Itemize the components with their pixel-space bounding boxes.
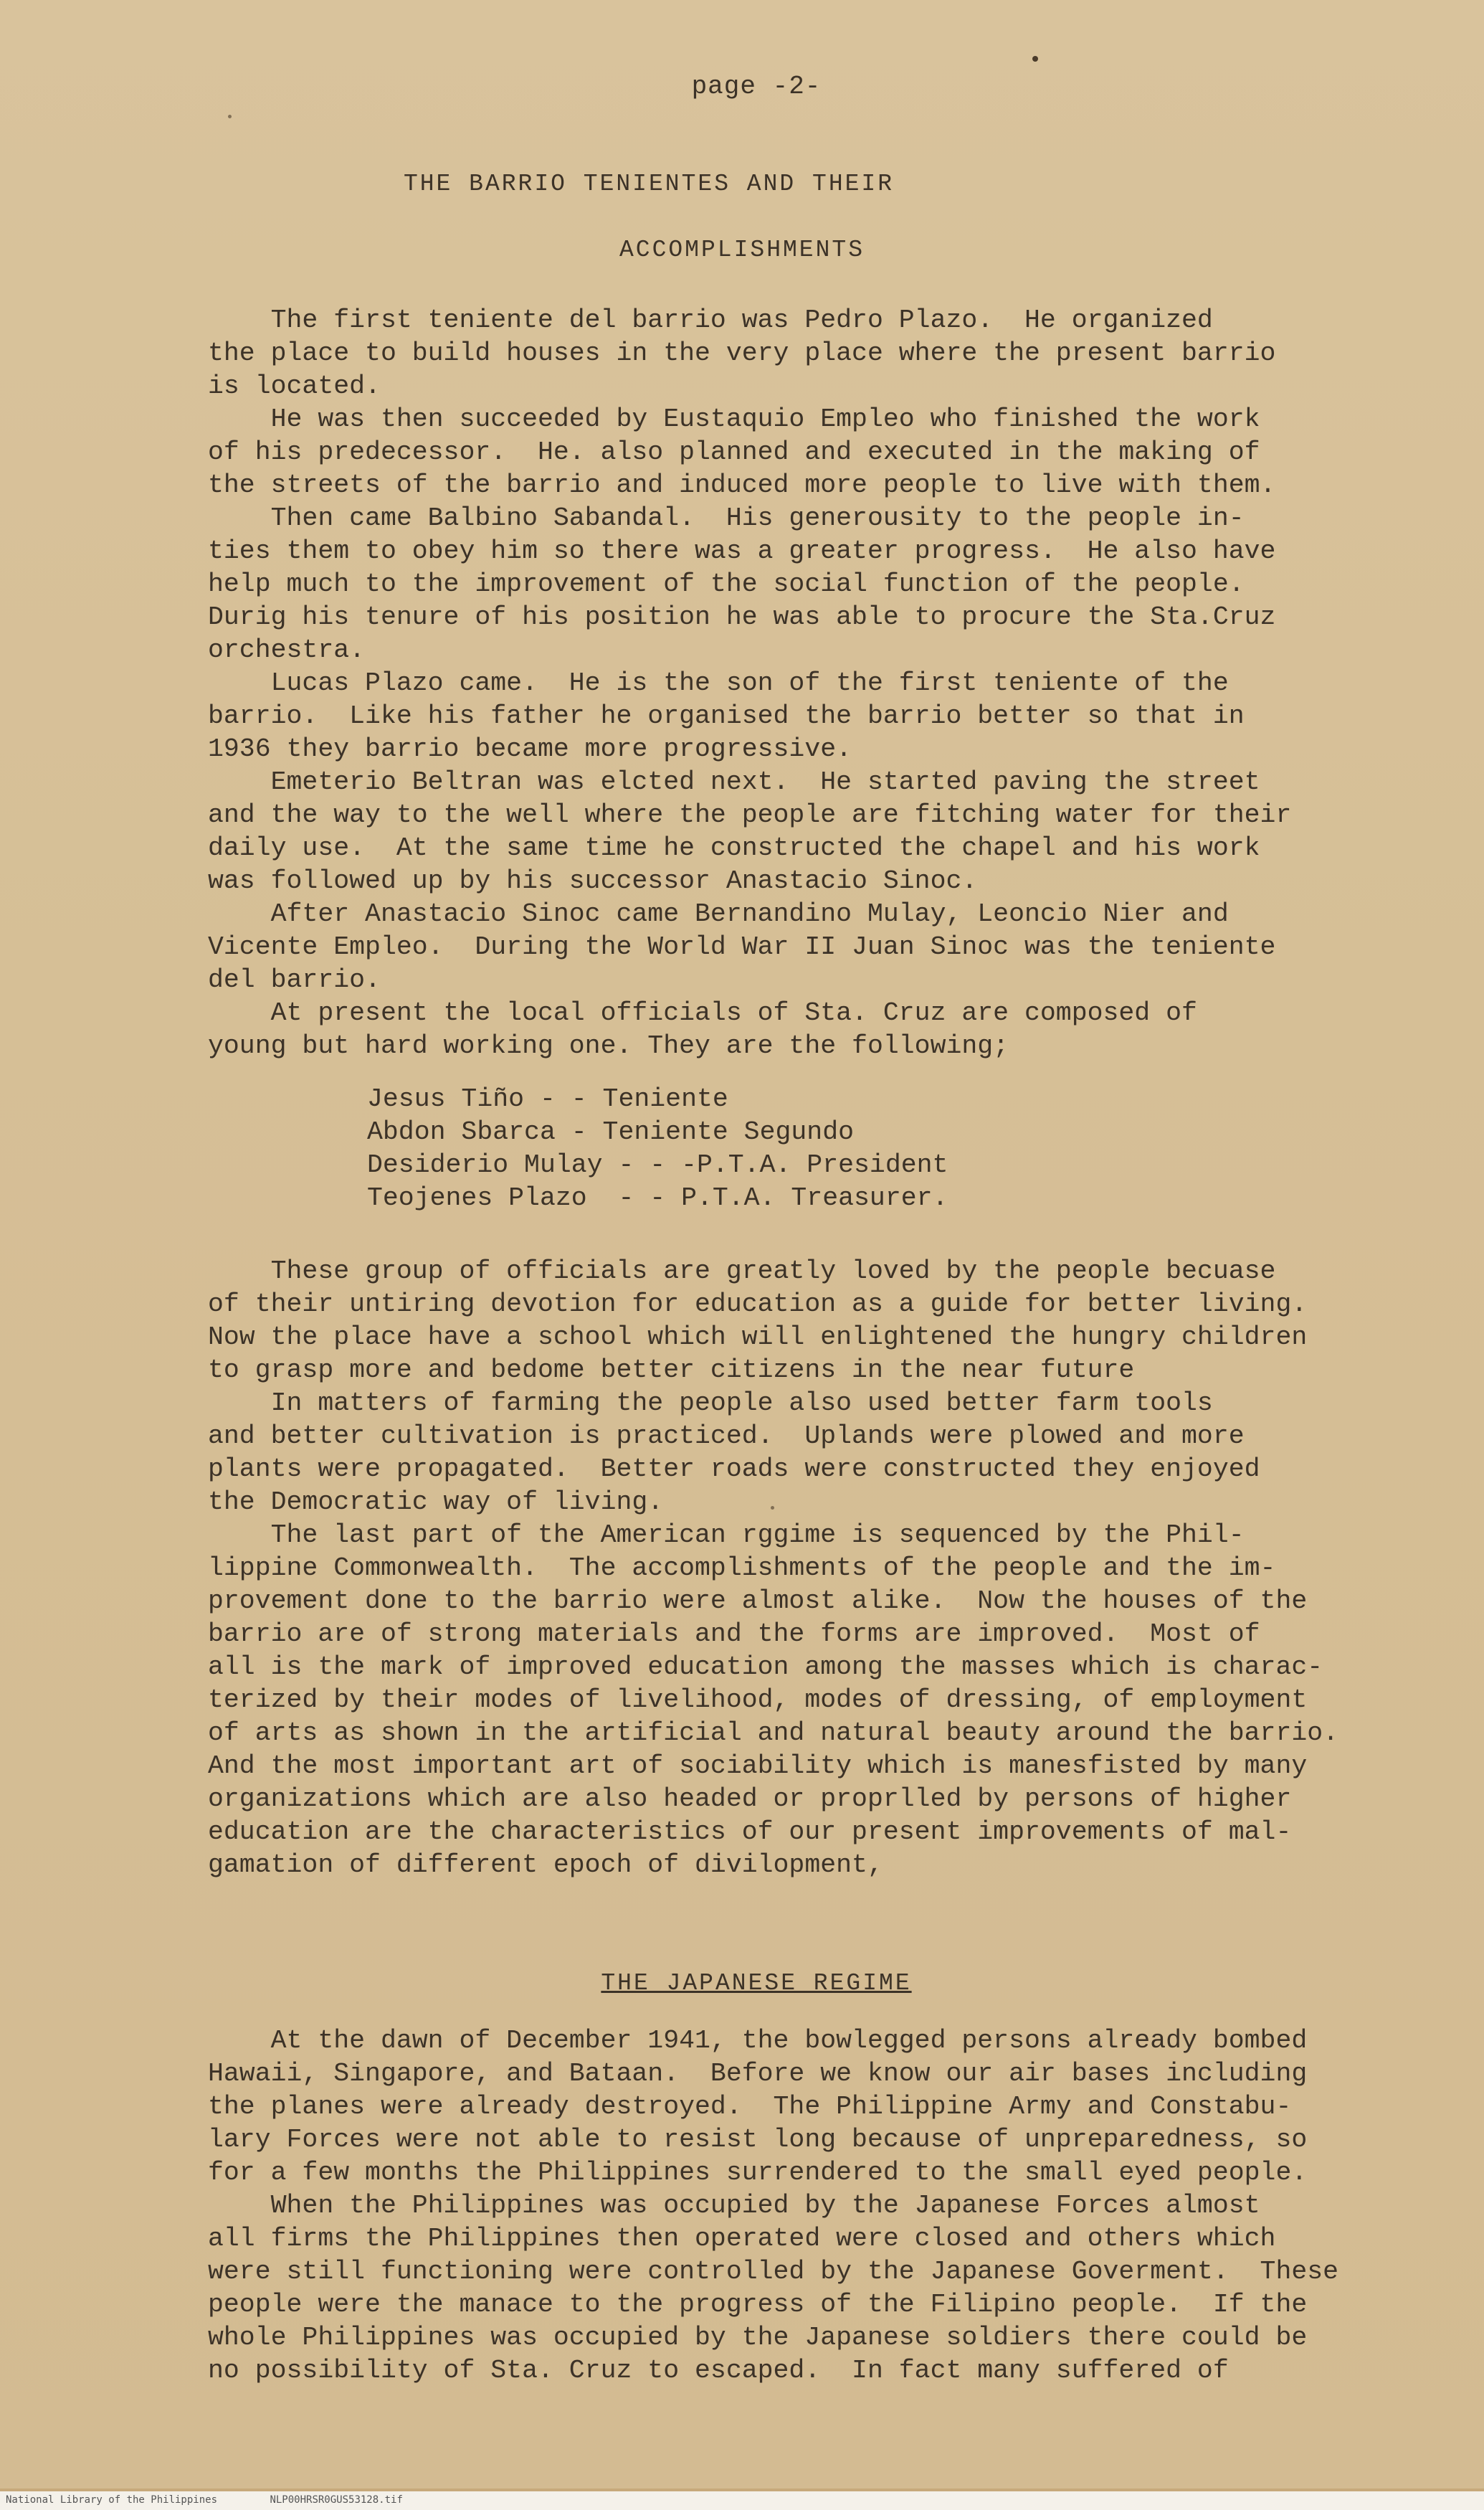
text-line: In matters of farming the people also used better farm tools [208,1388,1213,1418]
text-line: lary Forces were not able to resist long because of unpreparedness, so [208,2125,1308,2154]
text-line: and better cultivation is practiced. Uplands were plowed and more [208,1421,1245,1451]
footer-file-name: NLP00HRSR0GUS53128.tif [270,2494,403,2506]
text-line: The first teniente del barrio was Pedro Plazo. He organized [208,306,1213,335]
official-entry: Abdon Sbarca - Teniente Segundo [367,1117,855,1147]
text-line: plants were propagated. Better roads were constructed they enjoyed [208,1454,1260,1484]
text-line: lippine Commonwealth. The accomplishments of the people and the im- [208,1553,1276,1583]
text-line: Now the place have a school which will enlightened the hungry children [208,1322,1308,1352]
text-line: organizations which are also headed or proprlled by persons of higher [208,1784,1292,1814]
text-line: help much to the improvement of the social function of the people. [208,569,1245,599]
text-line: He was then succeeded by Eustaquio Empleo who finished the work [208,404,1260,434]
japanese-regime-text [208,2024,1384,2387]
text-line: the streets of the barrio and induced more people to live with them. [208,470,1276,500]
text-line: the place to build houses in the very place where the present barrio [208,338,1276,368]
footer-library-name: National Library of the Philippines [6,2494,218,2506]
text-line: young but hard working one. They are the following; [208,1031,1009,1061]
text-line: whole Philippines was occupied by the Japanese soldiers there could be [208,2323,1308,2352]
section-title-tenientes: THE BARRIO TENIENTES AND THEIR [403,171,895,197]
text-line: After Anastacio Sinoc came Bernandino Mulay, Leoncio Nier and [208,899,1229,929]
text-line: were still functioning were controlled by the Japanese Goverment. These [208,2257,1339,2286]
text-line: all firms the Philippines then operated were closed and others which [208,2224,1276,2253]
text-line: of their untiring devotion for education as a guide for better living. [208,1289,1308,1319]
official-entry: Jesus Tiño - - Teniente [367,1084,728,1114]
text-line: And the most important art of sociability which is manesfisted by many [208,1751,1308,1781]
text-line: When the Philippines was occupied by the Japanese Forces almost [208,2191,1260,2220]
official-entry: Teojenes Plazo - - P.T.A. Treasurer. [367,1183,948,1213]
text-line: barrio. Like his father he organised the barrio better so that in [208,701,1245,731]
ink-smudge [1032,56,1038,62]
tenientes-history-text [208,304,1384,1063]
text-line: At present the local officials of Sta. Cruz are composed of [208,998,1197,1028]
text-line: Vicente Empleo. During the World War II Juan Sinoc was the teniente [208,932,1276,962]
text-line: del barrio. [208,965,381,995]
text-line: provement done to the barrio were almost alike. Now the houses of the [208,1586,1308,1616]
text-line: The last part of the American rggime is sequenced by the Phil- [208,1520,1245,1550]
text-line: education are the characteristics of our present improvements of mal- [208,1817,1292,1847]
text-line: Emeterio Beltran was elcted next. He started paving the street [208,767,1260,797]
text-line: terized by their modes of livelihood, modes of dressing, of employment [208,1685,1308,1715]
text-line: the Democratic way of living. [208,1487,664,1517]
text-line: the planes were already destroyed. The Philippine Army and Constabu- [208,2092,1292,2121]
text-line: people were the manace to the progress of the Filipino people. If the [208,2290,1308,2319]
text-line: was followed up by his successor Anastacio Sinoc. [208,866,978,896]
text-line: of his predecessor. He. also planned and executed in the making of [208,437,1260,467]
official-entry: Desiderio Mulay - - -P.T.A. President [367,1150,948,1180]
text-line: daily use. At the same time he constructed the chapel and his work [208,833,1260,863]
text-line: for a few months the Philippines surrendered to the small eyed people. [208,2158,1308,2187]
text-line: gamation of different epoch of divilopment, [208,1850,883,1880]
text-line: to grasp more and bedome better citizens in the near future [208,1355,1135,1385]
text-line: 1936 they barrio became more progressive. [208,734,852,764]
ink-smudge [228,115,232,118]
text-line: all is the mark of improved education among the masses which is charac- [208,1652,1323,1682]
section-title-japanese-regime: THE JAPANESE REGIME [601,1970,912,1997]
text-line: Durig his tenure of his position he was able to procure the Sta.Cruz [208,602,1276,632]
section-subtitle-accomplishments: ACCOMPLISHMENTS [619,237,865,263]
page-number: page -2- [691,72,822,101]
text-line: Then came Balbino Sabandal. His generousity to the people in- [208,503,1245,533]
text-line: is located. [208,371,381,401]
text-line: of arts as shown in the artificial and natural beauty around the barrio. [208,1718,1339,1748]
text-line: Hawaii, Singapore, and Bataan. Before we know our air bases including [208,2059,1308,2088]
scan-footer [0,2491,1484,2510]
text-line: orchestra. [208,635,366,665]
text-line: and the way to the well where the people are fitching water for their [208,800,1292,830]
text-line: Lucas Plazo came. He is the son of the first teniente of the [208,668,1229,698]
text-line: barrio are of strong materials and the forms are improved. Most of [208,1619,1260,1649]
text-line: no possibility of Sta. Cruz to escaped. In fact many suffered of [208,2356,1229,2385]
text-line: These group of officials are greatly loved by the people becuase [208,1256,1276,1286]
text-line: At the dawn of December 1941, the bowlegged persons already bombed [208,2026,1308,2055]
accomplishments-text [208,1255,1384,1882]
officials-list [367,1083,948,1215]
text-line: ties them to obey him so there was a greater progress. He also have [208,536,1276,566]
